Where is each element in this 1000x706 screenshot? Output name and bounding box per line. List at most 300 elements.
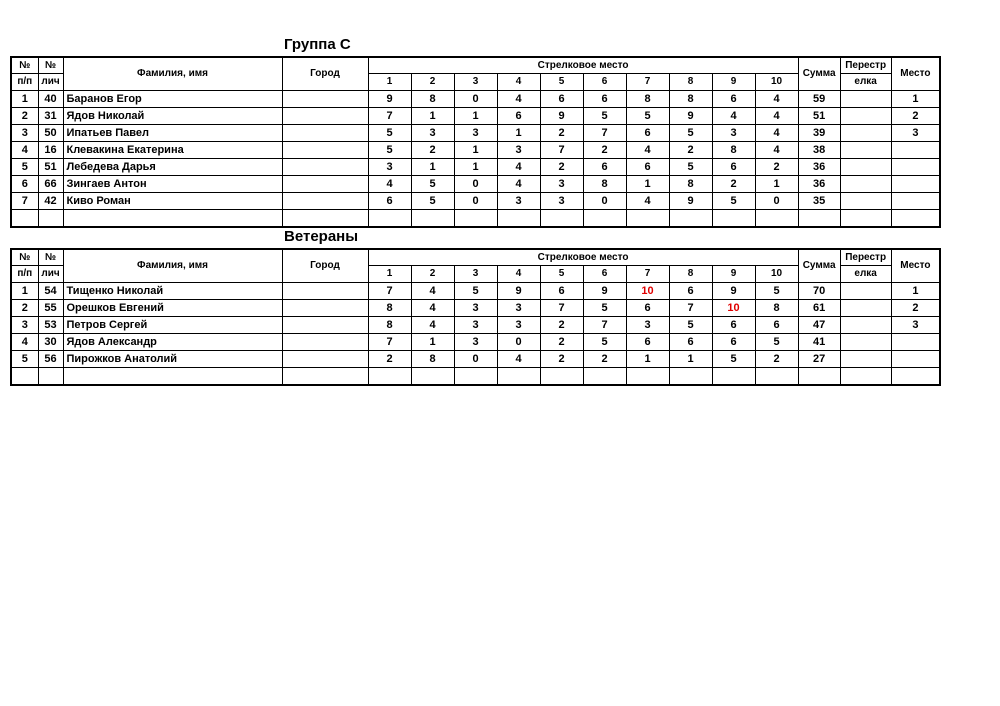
cell-score: 6 [626,159,669,176]
col-lane-header: 6 [583,74,626,91]
cell-score: 6 [712,334,755,351]
cell-name [63,368,282,386]
cell-score: 2 [411,142,454,159]
col-lane-header: 7 [626,74,669,91]
cell-score: 1 [669,351,712,368]
col-lic-num-header: № [38,57,63,74]
col-sum-header: Сумма [798,249,840,283]
cell-lic: 50 [38,125,63,142]
col-lane-header: 5 [540,266,583,283]
cell-place: 2 [891,300,940,317]
cell-score: 10 [626,283,669,300]
cell-score [626,210,669,228]
cell-score: 3 [368,159,411,176]
cell-score [454,368,497,386]
cell-score: 6 [626,334,669,351]
cell-shootoff [840,159,891,176]
cell-shootoff [840,193,891,210]
col-range-header: Стрелковое место [368,249,798,266]
cell-sum: 38 [798,142,840,159]
cell-shootoff [840,125,891,142]
cell-score: 6 [626,300,669,317]
cell-score: 2 [540,125,583,142]
cell-score: 5 [368,142,411,159]
cell-place [891,334,940,351]
cell-score: 4 [497,91,540,108]
cell-place: 3 [891,125,940,142]
cell-city [282,91,368,108]
header-row [11,249,940,266]
cell-score: 7 [368,334,411,351]
cell-score: 1 [755,176,798,193]
cell-city [282,351,368,368]
cell-city [282,368,368,386]
col-name-header: Фамилия, имя [63,249,282,283]
table-row [11,159,940,176]
cell-score: 5 [583,334,626,351]
table-row [11,193,940,210]
cell-pp: 4 [11,142,38,159]
cell-pp: 5 [11,159,38,176]
cell-score: 9 [497,283,540,300]
cell-score: 5 [454,283,497,300]
cell-shootoff [840,283,891,300]
cell-lic: 42 [38,193,63,210]
cell-score [626,368,669,386]
cell-pp: 2 [11,300,38,317]
cell-score: 5 [755,334,798,351]
cell-score: 5 [583,108,626,125]
cell-city [282,193,368,210]
col-pp-header: п/п [11,266,38,283]
cell-score [755,368,798,386]
cell-pp: 3 [11,125,38,142]
col-lane-header: 6 [583,266,626,283]
cell-score: 1 [454,108,497,125]
cell-score: 1 [454,142,497,159]
table-row [11,300,940,317]
cell-pp: 1 [11,91,38,108]
header-row [11,57,940,74]
cell-pp [11,210,38,228]
cell-score: 2 [540,351,583,368]
cell-score: 7 [368,108,411,125]
cell-score: 2 [583,142,626,159]
cell-lic: 56 [38,351,63,368]
cell-shootoff [840,142,891,159]
cell-score: 0 [755,193,798,210]
cell-name: Ипатьев Павел [63,125,282,142]
cell-shootoff [840,108,891,125]
cell-shootoff [840,300,891,317]
cell-shootoff [840,210,891,228]
cell-score: 0 [454,176,497,193]
cell-name: Клевакина Екатерина [63,142,282,159]
cell-score: 6 [583,91,626,108]
group-c-table [10,56,941,228]
cell-score [583,368,626,386]
cell-score: 2 [540,334,583,351]
col-lane-header: 3 [454,266,497,283]
cell-shootoff [840,351,891,368]
cell-city [282,159,368,176]
col-place-header: Место [891,57,940,91]
col-city-header: Город [282,57,368,91]
cell-score: 2 [755,351,798,368]
col-lane-header: 1 [368,74,411,91]
cell-sum: 27 [798,351,840,368]
cell-score [669,368,712,386]
cell-name [63,210,282,228]
cell-city [282,125,368,142]
cell-sum: 61 [798,300,840,317]
cell-score: 5 [755,283,798,300]
cell-place [891,351,940,368]
cell-place [891,142,940,159]
col-pp-header: п/п [11,74,38,91]
cell-score: 9 [583,283,626,300]
cell-shootoff [840,317,891,334]
cell-place: 3 [891,317,940,334]
cell-score: 5 [712,193,755,210]
cell-score: 8 [411,351,454,368]
col-lane-header: 3 [454,74,497,91]
cell-city [282,142,368,159]
cell-score: 8 [368,317,411,334]
cell-score: 9 [712,283,755,300]
cell-pp: 6 [11,176,38,193]
table-row [11,334,940,351]
table-row [11,283,940,300]
cell-name: Киво Роман [63,193,282,210]
veterans-title: Ветераны [284,228,359,245]
cell-lic [38,210,63,228]
cell-score: 5 [411,176,454,193]
cell-score: 1 [497,125,540,142]
cell-score: 6 [368,193,411,210]
cell-city [282,334,368,351]
cell-score: 2 [540,159,583,176]
table-row [11,108,940,125]
col-lane-header: 9 [712,266,755,283]
cell-score: 6 [712,159,755,176]
col-city-header: Город [282,249,368,283]
cell-pp: 7 [11,193,38,210]
cell-sum [798,368,840,386]
col-range-header: Стрелковое место [368,57,798,74]
cell-name: Лебедева Дарья [63,159,282,176]
cell-score: 6 [497,108,540,125]
cell-pp: 3 [11,317,38,334]
cell-score: 4 [755,108,798,125]
cell-score: 0 [454,193,497,210]
cell-score: 4 [755,125,798,142]
col-shootoff-header-top: Перестр [840,249,891,266]
cell-pp: 5 [11,351,38,368]
cell-score: 2 [368,351,411,368]
cell-score: 3 [497,300,540,317]
cell-score: 7 [540,142,583,159]
cell-score: 3 [540,176,583,193]
cell-pp: 2 [11,108,38,125]
cell-score: 3 [454,125,497,142]
cell-place [891,210,940,228]
cell-lic: 53 [38,317,63,334]
cell-score: 6 [712,91,755,108]
cell-score: 4 [497,176,540,193]
cell-place: 1 [891,91,940,108]
col-lane-header: 2 [411,74,454,91]
cell-sum: 59 [798,91,840,108]
cell-score [712,368,755,386]
cell-score [755,210,798,228]
cell-score: 3 [497,142,540,159]
col-lic-header: лич [38,74,63,91]
cell-score: 6 [540,283,583,300]
cell-score: 6 [540,91,583,108]
cell-score: 1 [411,334,454,351]
cell-pp: 4 [11,334,38,351]
col-lane-header: 2 [411,266,454,283]
col-num-header: № [11,249,38,266]
col-lane-header: 10 [755,266,798,283]
cell-score: 2 [712,176,755,193]
cell-place: 2 [891,108,940,125]
cell-score: 2 [755,159,798,176]
cell-score: 3 [454,317,497,334]
cell-score: 7 [540,300,583,317]
cell-city [282,300,368,317]
cell-score: 3 [626,317,669,334]
col-place-header: Место [891,249,940,283]
cell-score: 2 [540,317,583,334]
cell-place [891,193,940,210]
cell-score: 7 [368,283,411,300]
cell-score [540,368,583,386]
cell-score: 0 [454,91,497,108]
cell-score: 8 [368,300,411,317]
cell-lic [38,368,63,386]
col-name-header: Фамилия, имя [63,57,282,91]
cell-place [891,176,940,193]
cell-score [669,210,712,228]
group-c-title: Группа С [284,36,351,53]
col-lane-header: 4 [497,266,540,283]
col-lic-num-header: № [38,249,63,266]
cell-score: 5 [669,317,712,334]
cell-score [540,210,583,228]
cell-sum: 47 [798,317,840,334]
cell-score: 5 [669,159,712,176]
cell-shootoff [840,91,891,108]
cell-score: 6 [583,159,626,176]
cell-city [282,317,368,334]
cell-score: 5 [368,125,411,142]
cell-name: Зингаев Антон [63,176,282,193]
cell-score: 7 [583,317,626,334]
col-lane-header: 7 [626,266,669,283]
cell-score: 6 [755,317,798,334]
cell-score: 1 [411,108,454,125]
cell-score [411,210,454,228]
cell-score [583,210,626,228]
cell-score: 3 [712,125,755,142]
cell-score: 2 [669,142,712,159]
cell-score: 4 [368,176,411,193]
cell-shootoff [840,368,891,386]
cell-score: 3 [497,317,540,334]
cell-score: 8 [669,176,712,193]
cell-score [454,210,497,228]
cell-place [891,159,940,176]
cell-score: 0 [454,351,497,368]
cell-score: 5 [712,351,755,368]
cell-score: 8 [755,300,798,317]
cell-name: Баранов Егор [63,91,282,108]
cell-city [282,210,368,228]
cell-sum: 51 [798,108,840,125]
cell-score: 4 [712,108,755,125]
cell-score [368,368,411,386]
cell-city [282,108,368,125]
col-lane-header: 1 [368,266,411,283]
cell-score: 9 [669,108,712,125]
col-lane-header: 4 [497,74,540,91]
cell-sum: 36 [798,159,840,176]
cell-sum: 41 [798,334,840,351]
cell-score: 8 [626,91,669,108]
cell-score: 1 [454,159,497,176]
cell-score: 1 [411,159,454,176]
cell-score: 6 [712,317,755,334]
col-lane-header: 9 [712,74,755,91]
table-row [11,176,940,193]
col-shootoff-header-top: Перестр [840,57,891,74]
cell-score: 0 [497,334,540,351]
cell-lic: 66 [38,176,63,193]
cell-score: 4 [411,283,454,300]
col-lane-header: 8 [669,266,712,283]
cell-score: 6 [669,334,712,351]
cell-score: 8 [411,91,454,108]
cell-score: 4 [411,317,454,334]
cell-sum: 35 [798,193,840,210]
cell-score: 4 [755,91,798,108]
cell-shootoff [840,176,891,193]
cell-sum: 70 [798,283,840,300]
cell-pp [11,368,38,386]
col-lane-header: 5 [540,74,583,91]
cell-score: 3 [411,125,454,142]
table-row [11,125,940,142]
cell-score: 5 [583,300,626,317]
cell-lic: 51 [38,159,63,176]
cell-score: 3 [454,300,497,317]
table-row [11,317,940,334]
cell-score [712,210,755,228]
cell-score: 4 [755,142,798,159]
cell-score: 8 [712,142,755,159]
cell-score: 9 [540,108,583,125]
cell-name: Ядов Александр [63,334,282,351]
cell-score: 4 [626,193,669,210]
cell-score: 4 [626,142,669,159]
cell-lic: 54 [38,283,63,300]
table-row [11,351,940,368]
cell-name: Тищенко Николай [63,283,282,300]
cell-score: 8 [583,176,626,193]
cell-sum [798,210,840,228]
cell-score: 3 [497,193,540,210]
cell-lic: 30 [38,334,63,351]
cell-sum: 36 [798,176,840,193]
cell-city [282,283,368,300]
col-lane-header: 10 [755,74,798,91]
cell-score: 3 [454,334,497,351]
cell-score: 3 [540,193,583,210]
veterans-table [10,248,941,386]
cell-score: 1 [626,176,669,193]
cell-place [891,368,940,386]
cell-score: 7 [669,300,712,317]
col-shootoff-header-bottom: елка [840,74,891,91]
cell-score: 10 [712,300,755,317]
cell-score: 1 [626,351,669,368]
cell-lic: 31 [38,108,63,125]
cell-lic: 55 [38,300,63,317]
cell-name: Ядов Николай [63,108,282,125]
table-row [11,91,940,108]
cell-score: 8 [669,91,712,108]
cell-score: 2 [583,351,626,368]
cell-lic: 16 [38,142,63,159]
col-lic-header: лич [38,266,63,283]
cell-city [282,176,368,193]
cell-score: 4 [497,159,540,176]
cell-score: 6 [669,283,712,300]
cell-score [368,210,411,228]
cell-name: Орешков Евгений [63,300,282,317]
cell-score: 5 [626,108,669,125]
cell-score: 9 [669,193,712,210]
cell-shootoff [840,334,891,351]
cell-name: Петров Сергей [63,317,282,334]
col-lane-header: 8 [669,74,712,91]
cell-score: 4 [497,351,540,368]
cell-score: 0 [583,193,626,210]
cell-score [497,368,540,386]
col-num-header: № [11,57,38,74]
cell-score: 7 [583,125,626,142]
cell-name: Пирожков Анатолий [63,351,282,368]
cell-score: 6 [626,125,669,142]
cell-score [497,210,540,228]
cell-score: 9 [368,91,411,108]
table-row [11,142,940,159]
col-sum-header: Сумма [798,57,840,91]
cell-score: 5 [411,193,454,210]
cell-place: 1 [891,283,940,300]
cell-lic: 40 [38,91,63,108]
cell-sum: 39 [798,125,840,142]
cell-score: 5 [669,125,712,142]
table-row [11,368,940,386]
cell-score [411,368,454,386]
cell-pp: 1 [11,283,38,300]
cell-score: 4 [411,300,454,317]
col-shootoff-header-bottom: елка [840,266,891,283]
table-row [11,210,940,228]
